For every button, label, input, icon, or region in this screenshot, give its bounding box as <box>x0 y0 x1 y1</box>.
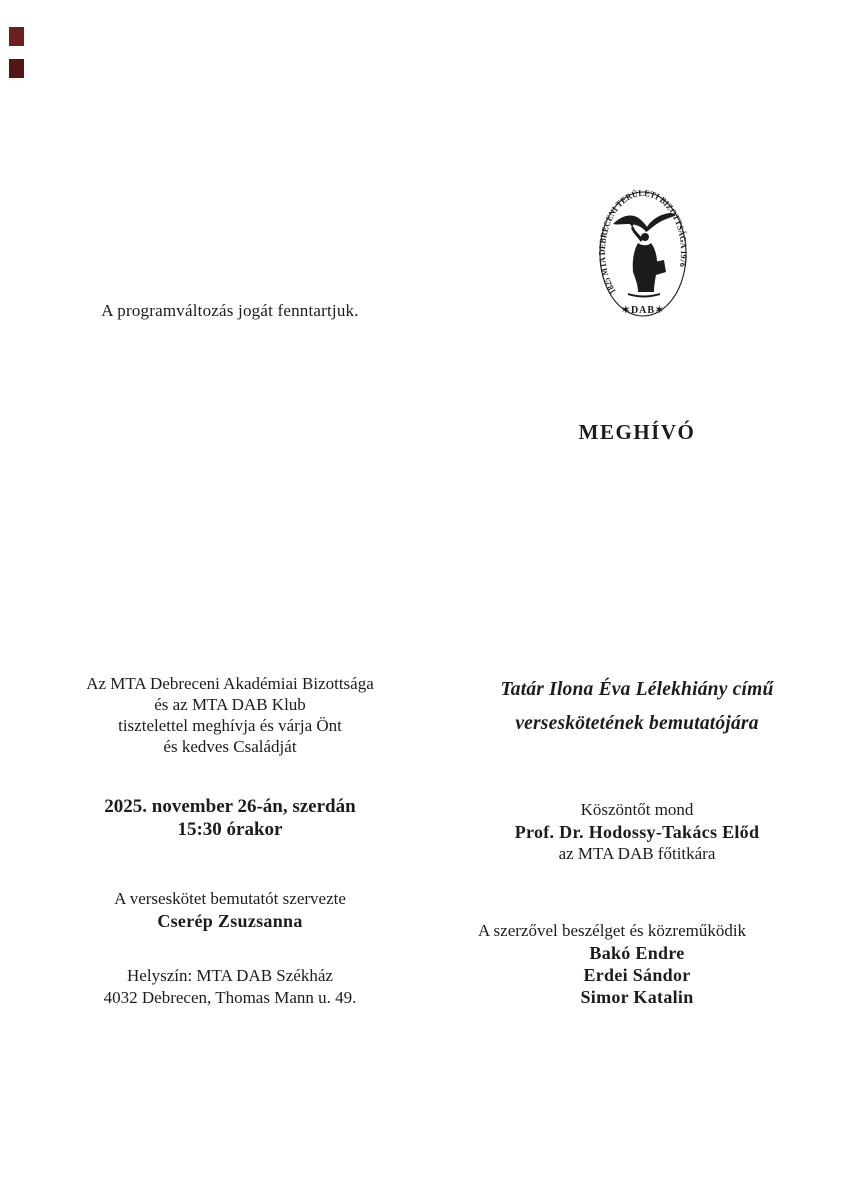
seal-ring-text: 1825 MTA DEBRECENI TERÜLETI BIZOTTSÁGA 1976 <box>596 187 690 296</box>
venue-address: 4032 Debrecen, Thomas Mann u. 49. <box>103 987 357 1007</box>
inviter-line: és az MTA DAB Klub <box>154 695 306 714</box>
rights-reserved-note: A programváltozás jogát fenntartjuk. <box>101 301 359 320</box>
event-title-line: verseskötetének bemutatójára <box>515 713 759 734</box>
event-title-line: Tatár Ilona Éva Lélekhiány című <box>500 679 774 700</box>
inviter-line: tisztelettel meghívja és várja Önt <box>118 716 342 735</box>
greeting-label: Köszöntőt mond <box>580 800 694 819</box>
scan-artifact-mark-top <box>9 27 24 46</box>
organizer-name: Cserép Zsuzsanna <box>157 911 303 931</box>
event-date: 2025. november 26-án, szerdán <box>104 796 356 817</box>
event-title <box>462 673 812 741</box>
scan-artifact-mark-bottom <box>9 59 24 78</box>
dab-seal-logo <box>588 180 698 330</box>
inviter-line: Az MTA Debreceni Akadémiai Bizottsága <box>86 674 374 693</box>
inviter-block <box>55 673 405 757</box>
organizer-block <box>55 888 405 932</box>
seal-dab-label: ✶DAB✶ <box>621 305 665 316</box>
participant-name: Bakó Endre <box>589 943 685 963</box>
inviter-line: és kedves Családját <box>163 737 297 756</box>
greeting-block <box>462 799 812 865</box>
page-title: MEGHÍVÓ <box>578 420 696 444</box>
greeting-speaker-role: az MTA DAB főtitkára <box>558 844 716 863</box>
participants-label: A szerzővel beszélget és közreműködik <box>477 921 747 940</box>
venue-block <box>55 965 405 1008</box>
seal-bird-icon <box>613 213 675 232</box>
greeting-speaker-name: Prof. Dr. Hodossy-Takács Előd <box>514 822 760 842</box>
organizer-label: A verseskötet bemutatót szervezte <box>114 889 346 908</box>
venue-name: Helyszín: MTA DAB Székház <box>127 966 333 985</box>
participant-name: Simor Katalin <box>580 987 694 1007</box>
event-datetime <box>55 795 405 841</box>
event-time: 15:30 órakor <box>177 819 283 840</box>
participants-block <box>462 920 812 1008</box>
participant-name: Erdei Sándor <box>583 965 691 985</box>
